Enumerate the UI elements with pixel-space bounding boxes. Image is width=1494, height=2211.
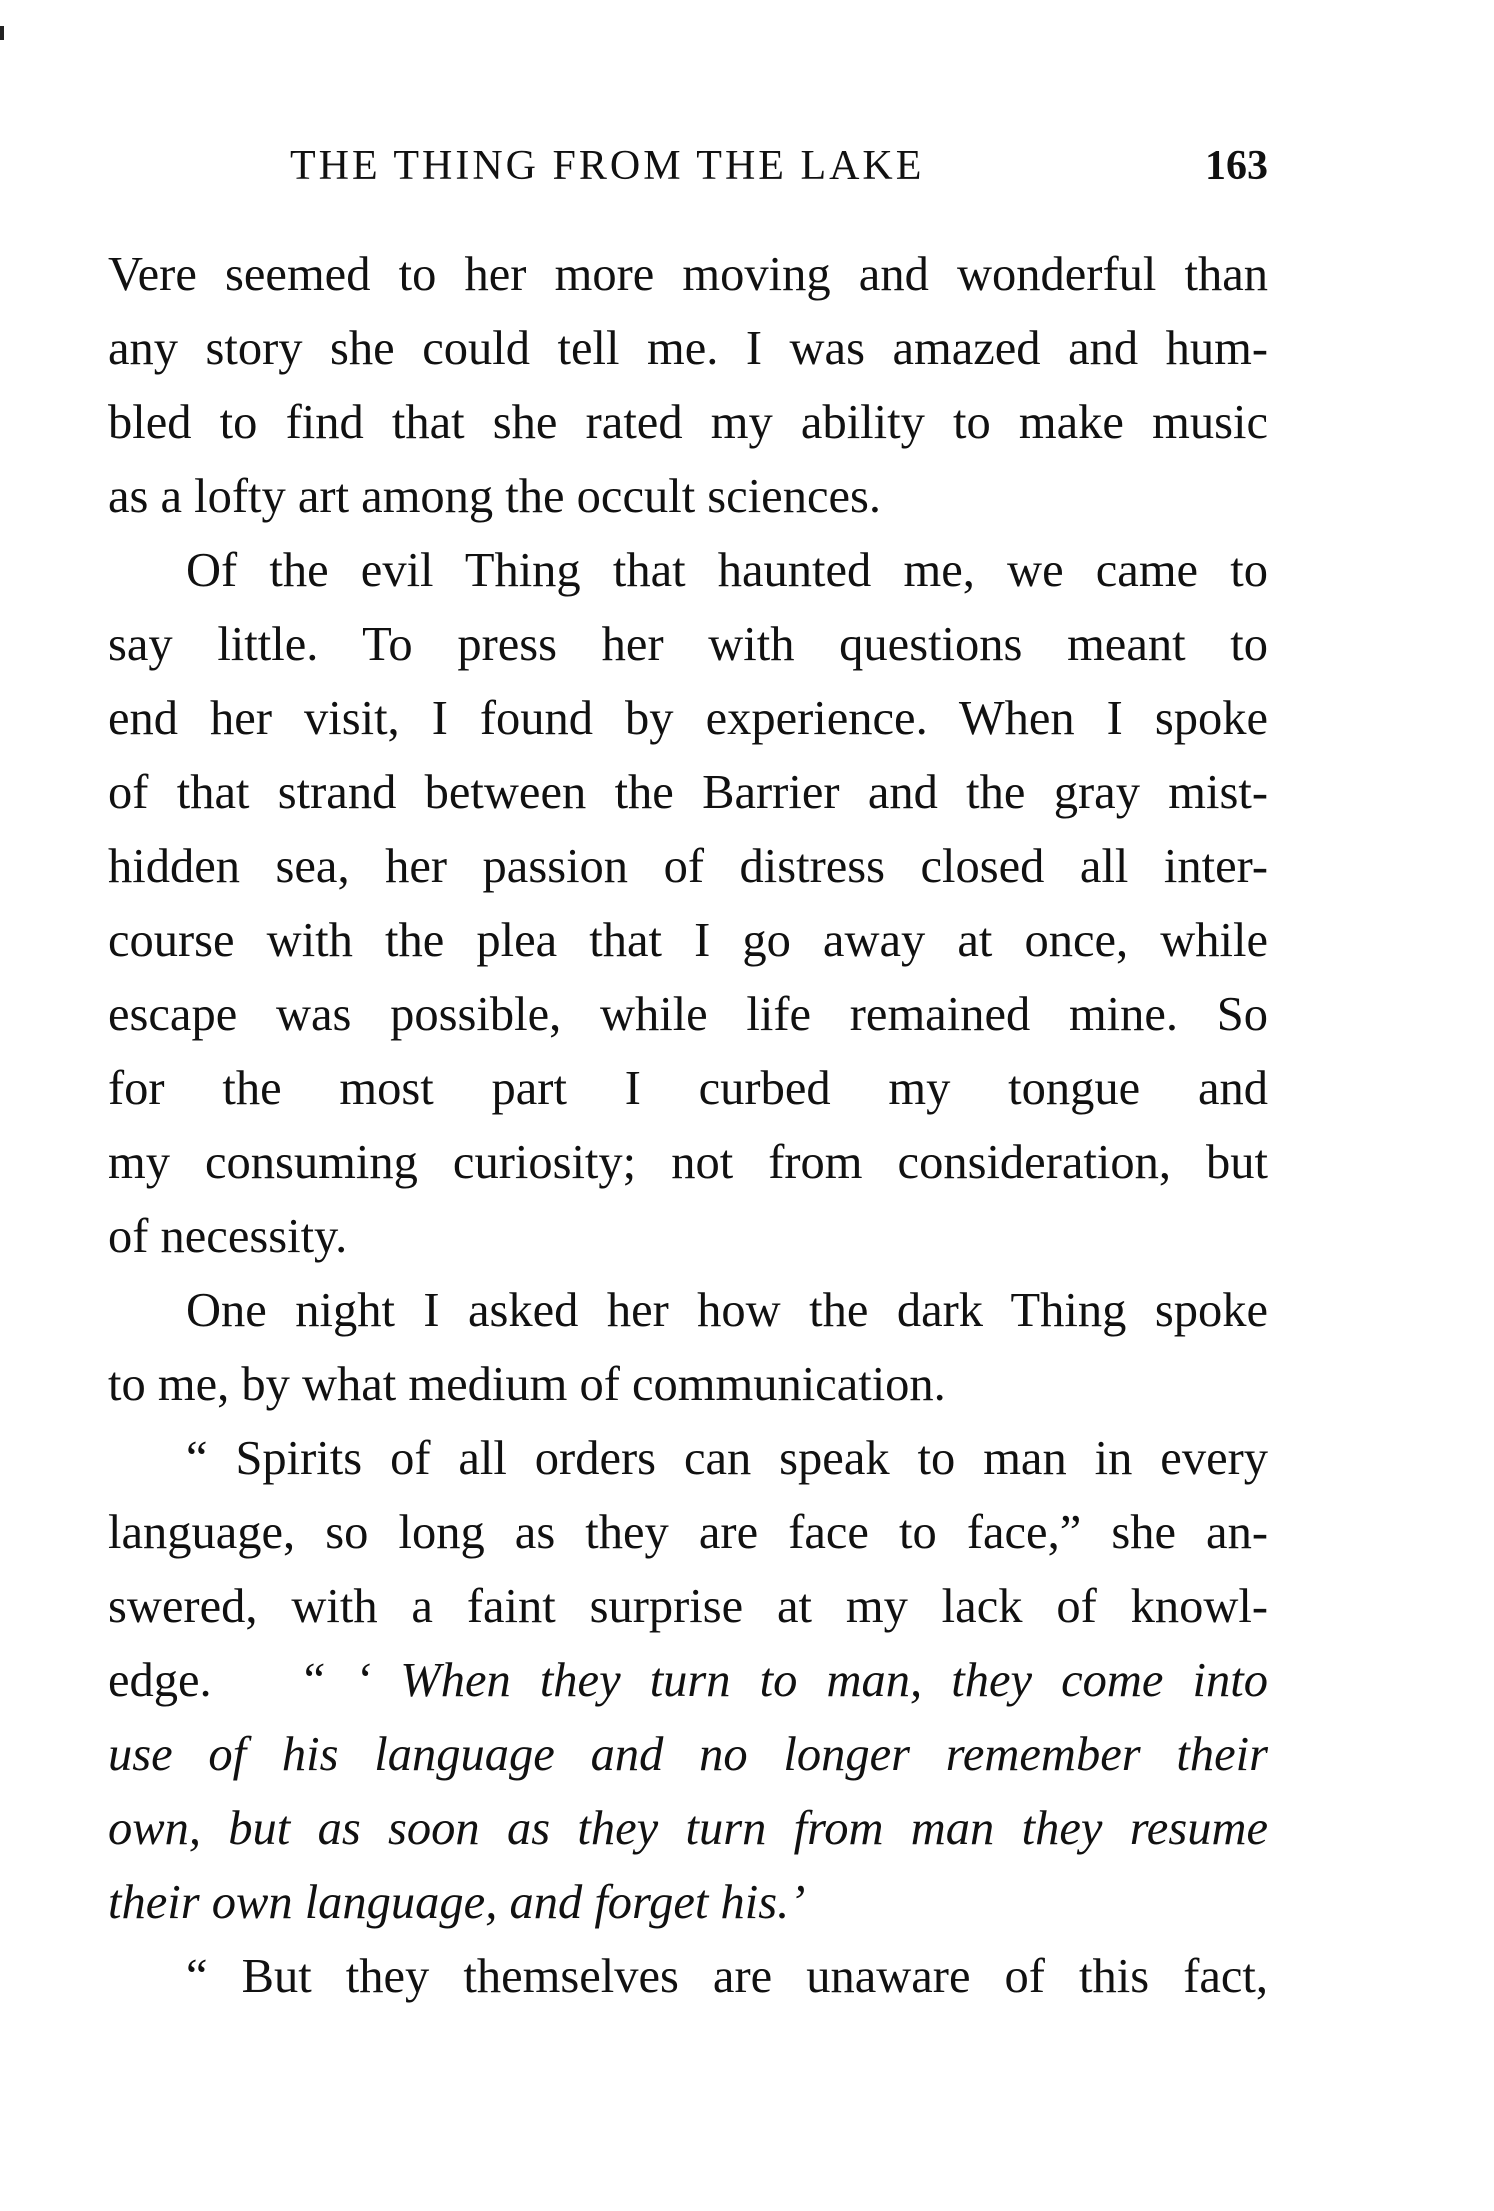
text-line: Vere seemed to her more moving and wonderful than [108,248,1268,301]
text-line: of that strand between the Barrier and the gray mist- [108,766,1268,819]
text-line: my consuming curiosity; not from consideration, but [108,1136,1268,1189]
running-head [108,136,1268,196]
page-number: 163 [1205,143,1268,189]
italic-quote: “ ‘ When they turn to man, they come into [298,1654,1268,1707]
text-line: any story she could tell me. I was amazed and hum- [108,322,1268,375]
italic-quote-line: use of his language and no longer remember their [108,1728,1268,1781]
text-line: of necessity. [108,1210,348,1263]
text-line: hidden sea, her passion of distress closed all inter- [108,840,1268,893]
text-line: end her visit, I found by experience. When I spoke [108,692,1268,745]
text-line: to me, by what medium of communication. [108,1358,946,1411]
text-line: bled to find that she rated my ability to make music [108,396,1268,449]
text-line: say little. To press her with questions meant to [108,618,1268,671]
body-text [108,238,1268,2014]
scan-speck [0,26,4,40]
text-line: for the most part I curbed my tongue and [108,1062,1268,1115]
italic-quote-line: own, but as soon as they turn from man they resume [108,1802,1268,1855]
text-line: One night I asked her how the dark Thing spoke [186,1284,1268,1337]
running-title: THE THING FROM THE LAKE [290,143,925,189]
text-line-mixed [108,1644,1268,1718]
text-line: swered, with a faint surprise at my lack of knowl- [108,1580,1268,1633]
text-fragment: edge. [108,1654,212,1707]
text-line: course with the plea that I go away at once, while [108,914,1268,967]
text-line: escape was possible, while life remained mine. So [108,988,1268,1041]
text-line: Of the evil Thing that haunted me, we came to [186,544,1268,597]
italic-quote-line: their own language, and forget his.’ [108,1876,806,1929]
text-line: “ But they themselves are unaware of this fact, [186,1950,1268,2003]
text-line: as a lofty art among the occult sciences. [108,470,882,523]
text-line: language, so long as they are face to face,” she an- [108,1506,1268,1559]
text-line: “ Spirits of all orders can speak to man in every [186,1432,1268,1485]
